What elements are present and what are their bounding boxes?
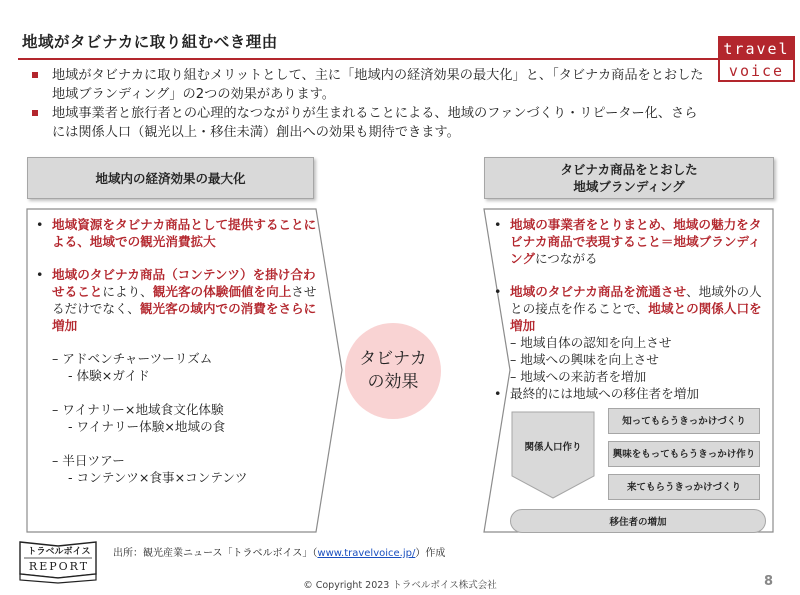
flow-step-1: 知ってもらうきっかけづくり — [608, 408, 760, 434]
left-bullet-2-plain2: させるだけでなく、 — [52, 284, 317, 316]
left-header: 地域内の経済効果の最大化 — [27, 157, 314, 199]
source-note — [113, 544, 445, 559]
right-sub-item: – 地域への来訪者を増加 — [510, 369, 647, 384]
left-bullet-1-text: 地域資源をタビナカ商品として提供することによる、地域での観光消費拡大 — [52, 217, 317, 249]
page-number: 8 — [764, 574, 774, 589]
right-sub-item: – 地域への興味を向上させ — [510, 352, 659, 367]
source-prefix: 出所：観光産業ニュース「トラベルボイス」（ — [113, 548, 318, 559]
left-bullet-2-plain1: により、 — [102, 284, 153, 299]
center-line2: の効果 — [367, 372, 419, 392]
copyright-footer: © Copyright 2023 トラベルボイス株式会社 — [303, 580, 497, 591]
report-title: トラベルボイス — [27, 547, 91, 557]
left-content — [34, 216, 324, 503]
intro-bullet-text: 地域事業者と旅行者との心理的なつながりが生まれることによる、地域のファンづくり・リピーター化、さらには関係人口（観光以上・移住未満）創出への効果も期待できます。 — [52, 106, 698, 140]
left-bullet-2 — [34, 266, 324, 334]
logo-line-travel: travel — [720, 38, 793, 60]
left-bullet-2-red2: 観光客の体験価値を向上 — [152, 284, 292, 299]
right-header-line2: 地域ブランディング — [573, 179, 685, 194]
flow-step-3: 来てもらうきっかけづくり — [608, 474, 760, 500]
right-content — [492, 216, 764, 402]
right-bullet-1-red: 地域の事業者をとりまとめ、地域の魅力をタビナカ商品で表現すること＝地域ブランディング — [510, 217, 762, 266]
right-bullet-2 — [492, 283, 764, 334]
left-bullet-1 — [34, 216, 324, 250]
right-bullet-1-plain: につながる — [534, 251, 598, 266]
flow-left-label: 関係人口作り — [524, 441, 582, 453]
right-bullet-1 — [492, 216, 764, 267]
example-main: – 半日ツアー — [52, 453, 125, 468]
example-group — [34, 350, 324, 384]
right-sub-item: – 地域自体の認知を向上させ — [510, 335, 672, 350]
right-bullet-2-red2: 地域との関係人口を増加 — [510, 301, 762, 333]
flow-bottom-pill: 移住者の増加 — [510, 509, 766, 533]
example-group — [34, 401, 324, 435]
left-bullet-2-red3: 観光客の域内での消費をさらに増加 — [52, 301, 317, 333]
example-main: – ワイナリー×地域食文化体験 — [52, 402, 224, 417]
right-bullet-2-plain: 、地域外の人との接点を作ることで、 — [510, 284, 762, 316]
page-title: 地域がタビナカに取り組むべき理由 — [22, 33, 278, 51]
migration-flow-diagram — [510, 406, 765, 536]
right-header-line1: タビナカ商品をとおした — [560, 162, 698, 177]
example-sub: - コンテンツ×食事×コンテンツ — [68, 470, 248, 485]
example-group — [34, 452, 324, 486]
source-link[interactable]: www.travelvoice.jp/ — [317, 548, 416, 559]
report-text: REPORT — [28, 560, 90, 573]
right-bullet-3: • 最終的には地域への移住者を増加 — [492, 385, 764, 402]
intro-bullet-text: 地域がタビナカに取り組むメリットとして、主に「地域内の経済効果の最大化」と、「タビナカ商品をとおした地域ブランディング」の2つの効果があります。 — [52, 68, 704, 102]
left-bullet-2-red1: 地域のタビナカ商品（コンテンツ）を掛け合わせること — [52, 267, 316, 299]
example-sub: - 体験×ガイド — [68, 368, 150, 383]
center-line1: タビナカ — [359, 349, 427, 369]
flow-step-2: 興味をもってもらうきっかけ作り — [608, 441, 760, 467]
right-bullet-2-red1: 地域のタビナカ商品を流通させ — [510, 284, 687, 299]
example-sub: - ワイナリー体験×地域の食 — [68, 419, 226, 434]
center-effect-circle — [345, 323, 441, 419]
logo-line-voice: voice — [728, 62, 785, 80]
example-main: – アドベンチャーツーリズム — [52, 351, 213, 366]
source-suffix: ）作成 — [415, 548, 446, 559]
